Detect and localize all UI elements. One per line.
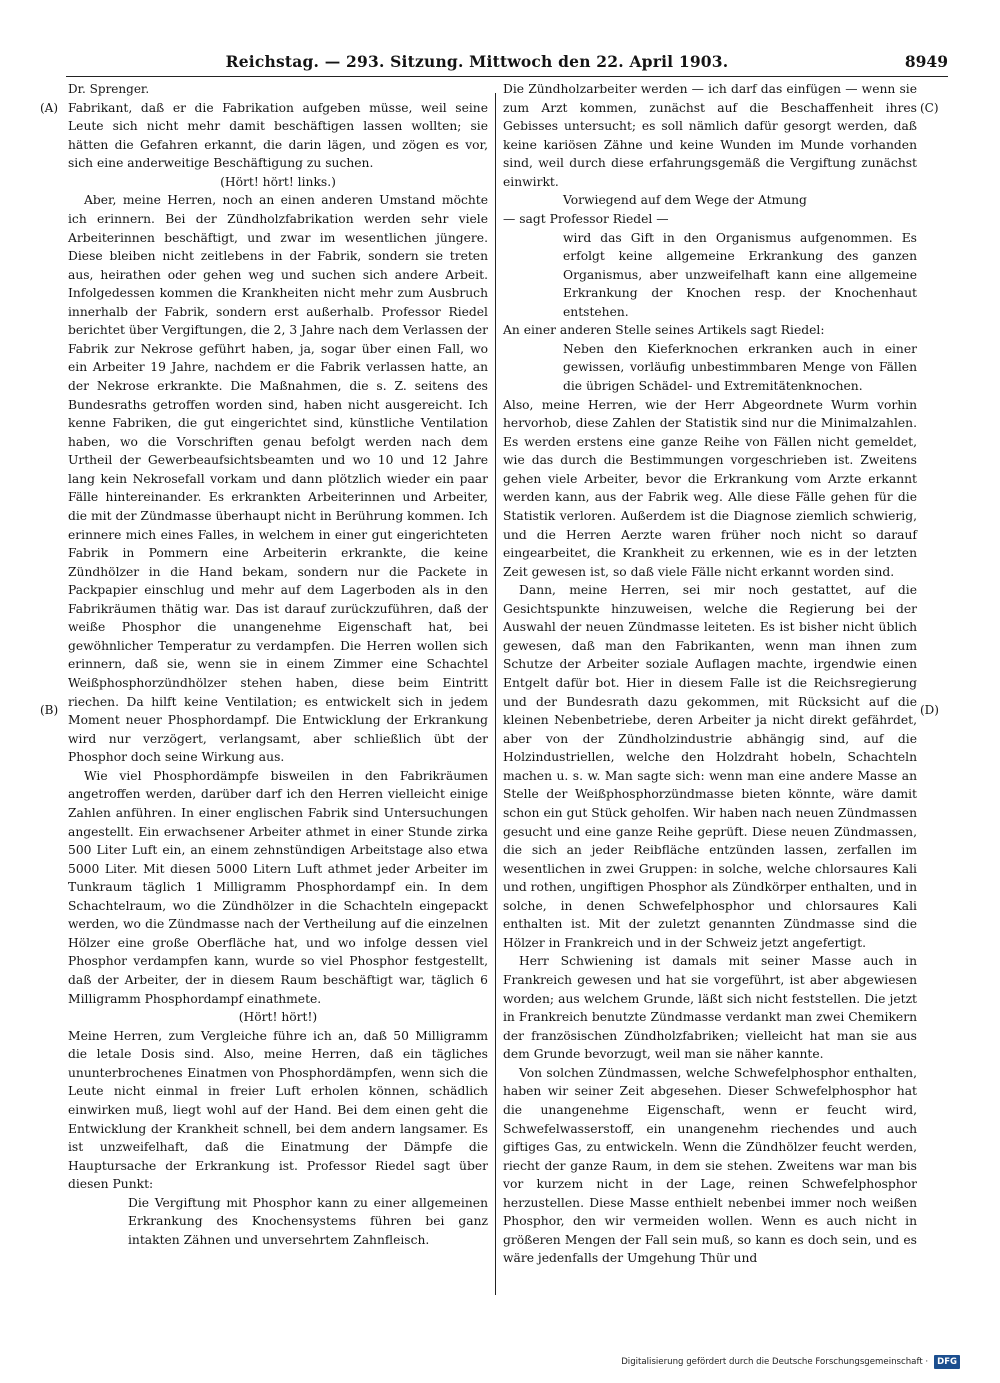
page-number: 8949 [904, 52, 948, 71]
paragraph: Herr Schwiening ist damals mit seiner Masse auch in Frankreich gewesen und hat sie vorgeführt, ist aber abgewiesen worden; aus welchem Grunde, läßt sich nicht feststellen. Die jetzt in Frankreich benutzte Zündmasse verdankt man zwei Chemikern der französischen Zündholzfabriken; vielleicht hat man sie aus dem Grunde bevorzugt, weil man sie näher kannte. [503, 954, 917, 1062]
quotation: Die Vergiftung mit Phosphor kann zu einer allgemeinen Erkrankung des Knochensystems führen bei ganz intakten Zähnen und unversehrtem Zahnfleisch. [128, 1195, 488, 1247]
running-title: Reichstag. — 293. Sitzung. Mittwoch den 22. April 1903. [225, 52, 729, 71]
attribution: — sagt Professor Riedel — [503, 211, 669, 226]
left-column [68, 80, 488, 1249]
dfg-logo: DFG [934, 1355, 960, 1369]
paragraph: Aber, meine Herren, noch an einen anderen Umstand möchte ich erinnern. Bei der Zündholzfabrikation werden sehr viele Arbeiterinnen beschäftigt, und zwar im wesentlichen jüngere. Diese bleiben nicht zeitlebens in der Fabrik, sondern sie treten aus, heirathen oder gehen weg und suchen sich andere Arbeit. Infolgedessen kommen die Krankheiten nicht mehr zum Ausbruch innerhalb der Fabrik, sondern erst außerhalb. Professor Riedel berichtet über Vergiftungen, die 2, 3 Jahre nach dem Verlassen der Fabrik zur Nekrose geführt haben, ja, sogar über einen Fall, wo ein Arbeiter 19 Jahre, nachdem er die Fabrik verlassen hatte, an der Nekrose erkrankte. Die Maßnahmen, die s. Z. seitens des Bundesraths getroffen worden sind, haben nicht ausgereicht. Ich kenne Fabriken, die gut eingerichtet sind, künstliche Ventilation haben, wo die Vorschriften genau befolgt werden nach dem Urtheil der Gewerbeaufsichtsbeamten und wo 10 und 12 Jahre lang kein Nekrosefall vorkam und dann plötzlich wieder ein paar Fälle hintereinander. Es erkrankten Arbeiterinnen und Arbeiter, die mit der Zündmasse überhaupt nicht in Berührung kommen. Ich erinnere mich eines Falles, in welchem in einer gut eingerichteten Fabrik in Pommern eine Arbeiterin erkrankte, die keine Zündhölzer in die Hand bekam, sondern nur die Packete in Packpapier einschlug und mehr auf dem Lagerboden als in den Fabrikräumen thätig war. Das ist darauf zurückzuführen, daß der weiße Phosphor die unangenehme Eigenschaft hat, bei gewöhnlicher Temperatur zu verdampfen. Die Herren wollen sich erinnern, daß sie, wenn sie in einem Zimmer eine Schachtel Weißphosphorzündhölzer stehen haben, diese beim Eintritt riechen. Da hilft keine Ventilation; es entwickelt sich in jedem Moment neuer Phosphordampf. Die Entwicklung der Erkrankung wird nur verzögert, verlangsamt, aber schließlich übt der Phosphor doch seine Wirkung aus. [68, 193, 488, 765]
funding-note: Digitalisierung gefördert durch die Deutsche Forschungsgemeinschaft · [621, 1357, 929, 1367]
margin-mark-a: (A) [40, 101, 59, 115]
paragraph: Von solchen Zündmassen, welche Schwefelphosphor enthalten, haben wir seiner Zeit abgesehen. Dieser Schwefelphosphor hat die unangenehme Eigenschaft, wenn er feucht wird, Schwefelwasserstoff, ein unangenehm riechendes und auch giftiges Gas, zu entwickeln. Wenn die Zündhölzer feucht werden, riecht der ganze Raum, in dem sie stehen. Zweitens war man bis vor kurzem nicht in der Lage, reinen Schwefelphosphor herzustellen. Diese Masse enthielt nebenbei immer noch weißen Phosphor, den wir vermeiden wollen. Wenn es auch nicht in größeren Mengen der Fall sein muß, so kann es doch sein, und es wäre jedenfalls der Umgehung Thür und [503, 1065, 917, 1266]
header-rule [66, 76, 948, 77]
footer-credit [620, 1352, 960, 1372]
margin-mark-b: (B) [40, 703, 59, 717]
quotation: Vorwiegend auf dem Wege der Atmung [563, 193, 807, 208]
margin-mark-c: (C) [920, 101, 939, 115]
margin-mark-d: (D) [920, 703, 939, 717]
paragraph: Die Zündholzarbeiter werden — ich darf das einfügen — wenn sie zum Arzt kommen, zunächst auf die Beschaffenheit ihres Gebisses untersucht; es soll nämlich dafür gesorgt werden, daß keine kariösen Zähne und keine Wunden im Munde vorhanden sind, weil durch diese erfahrungsgemäß die Vergiftung zunächst einwirkt. [503, 82, 917, 189]
column-divider [495, 93, 496, 1295]
speaker-name: Dr. Sprenger. [68, 82, 150, 96]
quotation: wird das Gift in den Organismus aufgenommen. Es erfolgt keine allgemeine Erkrankung des ganzen Organismus, aber unzweifelhaft kann eine allgemeine Erkrankung der Knochen resp. der Knochenhaut entstehen. [563, 230, 917, 319]
paragraph: Dann, meine Herren, sei mir noch gestattet, auf die Gesichtspunkte hinzuweisen, welche die Regierung bei der Auswahl der neuen Zündmasse leiteten. Es ist bisher nicht üblich gewesen, daß man den Fabrikanten, wenn man ihnen zum Schutze der Arbeiter soziale Auflagen machte, irgendwie einen Entgelt dafür bot. Hier in diesem Falle ist die Reichsregierung und der Bundesrath dazu gekommen, mit Rücksicht auf die kleinen Nebenbetriebe, deren Arbeiter ja nicht direkt gefährdet, aber von der Zündholzindustrie abhängig sind, auf die Holzindustriellen, welche den Holzdraht hobeln, Schachteln machen u. s. w. Man sagte sich: wenn man eine andere Masse an Stelle der Weißphosphorzündmasse bieten könnte, wäre damit schon ein gut Stück geholfen. Wir haben nach neuen Zündmassen gesucht und eine ganze Reihe geprüft. Diese neuen Zündmassen, die sich an jeder Reibfläche entzünden lassen, zerfallen im wesentlichen in zwei Gruppen: in solche, welche chlorsaures Kali und rothen, ungiftigen Phosphor als Zündkörper enthalten, und in solche, in denen Schwefelphosphor und chlorsaures Kali enthalten ist. Mit der zuletzt genannten Zündmasse sind die Hölzer in Frankreich und in der Schweiz jetzt angefertigt. [503, 583, 917, 950]
paragraph: Meine Herren, zum Vergleiche führe ich an, daß 50 Milligramm die letale Dosis sind. Also, meine Herren, daß ein tägliches ununterbrochenes Einatmen von Phosphordämpfen, wenn sich die Leute nicht einmal in freier Luft erholen können, schädlich einwirken muß, liegt wohl auf der Hand. Bei dem einen geht die Entwicklung der Krankheit schnell, bei dem andern langsamer. Es ist unzweifelhaft, daß die Einatmung der Dämpfe die Hauptursache der Erkrankung ist. Professor Riedel sagt über diesen Punkt: [68, 1028, 488, 1192]
interjection: (Hört! hört!) [238, 1010, 318, 1025]
paragraph: An einer anderen Stelle seines Artikels sagt Riedel: [503, 323, 825, 338]
paragraph: Fabrikant, daß er die Fabrikation aufgeben müsse, weil seine Leute sich nicht mehr damit beschäftigen lassen wollten; sie hätten die Gefahren erkannt, die darin lägen, und zögen es vor, sich eine anderweitige Beschäftigung zu suchen. [68, 100, 488, 171]
right-column [503, 80, 917, 1268]
quotation: Neben den Kieferknochen erkranken auch in einer gewissen, vorläufig unbestimmbaren Menge von Fällen die übrigen Schädel- und Extremitätenknochen. [563, 341, 917, 393]
interjection: (Hört! hört! links.) [220, 174, 336, 189]
paragraph: Wie viel Phosphordämpfe bisweilen in den Fabrikräumen angetroffen werden, darüber darf ich den Herren vielleicht einige Zahlen anführen. In einer englischen Fabrik sind Untersuchungen angestellt. Ein erwachsener Arbeiter athmet in einer Stunde zirka 500 Liter Luft ein, an einem zehnstündigen Arbeitstage also etwa 5000 Liter. Mit diesen 5000 Litern Luft athmet jeder Arbeiter im Tunkraum täglich 1 Milligramm Phosphordampf ein. In dem Schachtelraum, wo die Zündhölzer in die Schachteln eingepackt werden, wo die Zündmasse nach der Vertheilung auf die einzelnen Hölzer eine große Oberfläche hat, und wo infolge dessen viel Phosphor verdampfen kann, wurde so viel Phosphor festgestellt, daß der Arbeiter, der in diesem Raum beschäftigt war, täglich 6 Milligramm Phosphordampf einathmete. [68, 768, 488, 1006]
paragraph: Also, meine Herren, wie der Herr Abgeordnete Wurm vorhin hervorhob, diese Zahlen der Statistik sind nur die Minimalzahlen. Es werden erstens eine ganze Reihe von Fällen nicht gemeldet, wie das durch die Bestimmungen vorgeschrieben ist. Zweitens gehen viele Arbeiter, bevor die Erkrankung vom Arzte erkannt werden kann, aus der Fabrik weg. Alle diese Fälle gehen für die Statistik verloren. Außerdem ist die Diagnose ziemlich schwierig, und die Herren Aerzte waren früher noch nicht so darauf eingearbeitet, die Krankheit zu erkennen, wie es in der letzten Zeit gewesen ist, so daß viele Fälle nicht erkannt worden sind. [503, 397, 917, 579]
page-header [66, 52, 948, 74]
